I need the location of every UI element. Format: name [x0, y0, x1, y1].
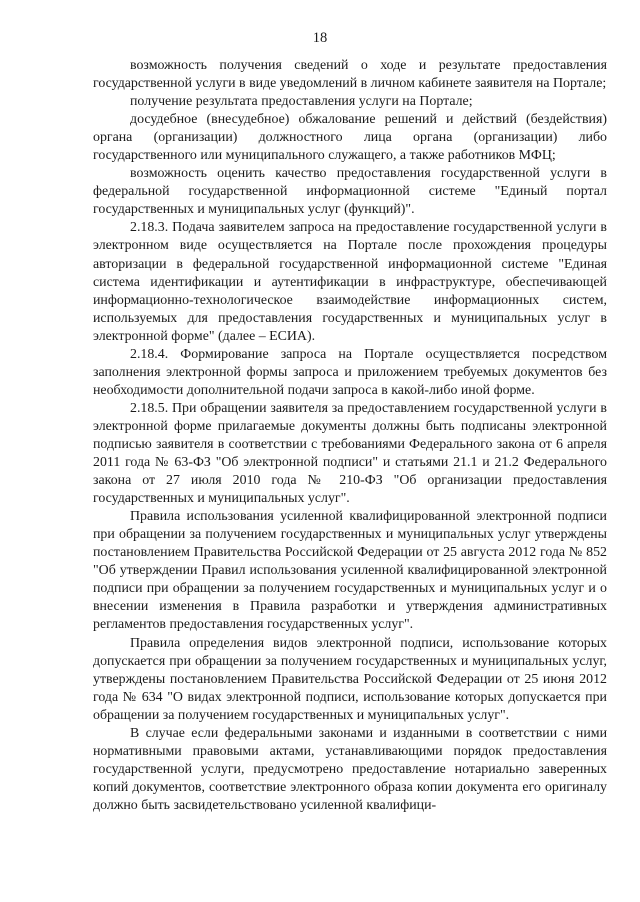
paragraph-qualified-signature-rules: Правила использования усиленной квалифицированной электронной подписи при обращении за получением государственных и муниципальных услуг утверждены постановлением Правительства Российской Федерации от 25 августа 2012 года № 852 "Об утверждении Правил использования усиленной квалифицированной электронной подписи при обращении за получением государственных и муниципальных услуг и о внесении изменения в Правила разработки и утверждения административных регламентов предоставления государственных услуг".: [93, 509, 607, 633]
page-number: 18: [312, 30, 328, 46]
paragraph-quality-rating: возможность оценить качество предоставления государственной услуги в федеральной государственной информационной системе "Единый портал государственных и муниципальных услуг (функций)".: [93, 166, 607, 218]
paragraph-2-18-3: 2.18.3. Подача заявителем запроса на предоставление государственной услуги в электронном виде осуществляется на Портале после прохождения процедуры авторизации в федеральной государственной информационной системе "Единая система идентификации и аутентификации в инфраструктуре, обеспечивающей информационно-технологическое взаимодействие информационных систем, используемых для предоставления государственных и муниципальных услуг в электронной форме" (далее – ЕСИА).: [93, 220, 607, 344]
paragraph-status-notifications: возможность получения сведений о ходе и результате предоставления государственной услуги в виде уведомлений в личном кабинете заявителя на Портале;: [93, 58, 607, 92]
paragraph-2-18-5: 2.18.5. При обращении заявителя за предоставлением государственной услуги в электронной форме прилагаемые документы должны быть подписаны электронной подписью заявителя в соответствии с требованиями Федерального закона от 6 апреля 2011 года № 63-ФЗ "Об электронной подписи" и статьями 21.1 и 21.2 Федерального закона от 27 июля 2010 года № 210-ФЗ "Об организации предоставления государственных и муниципальных услуг".: [93, 400, 607, 507]
paragraph-notarized-copies: В случае если федеральными законами и изданными в соответствии с ними нормативными правовыми актами, устанавливающими порядок предоставления государственной услуги, предусмотрено предоставление нотариально заверенных копий документов, соответствие электронного образа копии документа его оригиналу должно быть засвидетельствовано усиленной квалифици-: [93, 725, 607, 813]
paragraph-pretrial-appeal: досудебное (внесудебное) обжалование решений и действий (бездействия) органа (организации) должностного лица органа (организации) либо государственного или муниципального служащего, а также работников МФЦ;: [93, 112, 607, 164]
paragraph-2-18-4: 2.18.4. Формирование запроса на Портале осуществляется посредством заполнения электронной формы запроса и приложением требуемых документов без необходимости дополнительной подачи запроса в какой-либо иной форме.: [93, 346, 607, 398]
paragraph-receive-result: получение результата предоставления услуги на Портале;: [130, 94, 473, 110]
paragraph-signature-types-rules: Правила определения видов электронной подписи, использование которых допускается при обращении за получением государственных и муниципальных услуг, утверждены постановлением Правительства Российской Федерации от 25 июня 2012 года № 634 "О видах электронной подписи, использование которых допускается при обращении за получением государственных и муниципальных услуг".: [93, 635, 607, 723]
document-body: [93, 57, 607, 815]
